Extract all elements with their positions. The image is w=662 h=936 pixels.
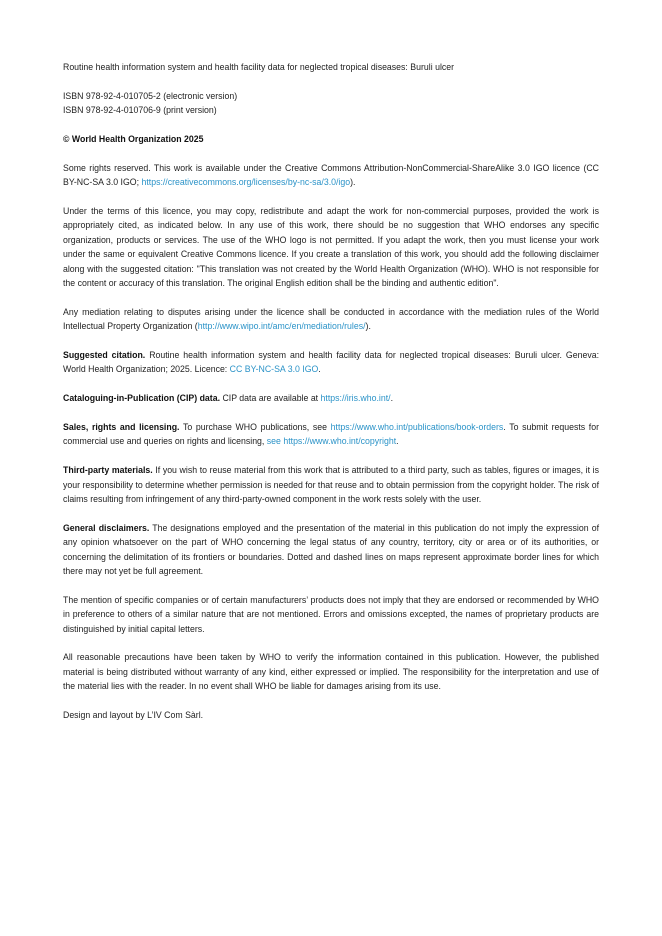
isbn-block (63, 89, 599, 118)
rights-text-end: ). (350, 177, 356, 188)
general-disclaimers-paragraph (63, 521, 599, 579)
precautions-paragraph: All reasonable precautions have been taken by WHO to verify the information contained in this publication. However, the published material is being distributed without warranty of any kind, either expressed or implied. The responsibility for the interpretation and use of the material lies with the reader. In no event shall WHO be liable for damages arising from its use. (63, 652, 599, 692)
design-credit: Design and layout by L’IV Com Sàrl. (63, 710, 204, 721)
sales-heading: Sales, rights and licensing. (63, 422, 180, 433)
isbn-electronic: ISBN 978-92-4-010705-2 (electronic version) (63, 90, 238, 101)
creative-commons-link[interactable]: https://creativecommons.org/licenses/by-nc-sa/3.0/igo (141, 177, 351, 188)
rights-paragraph (63, 161, 599, 190)
citation-text: Routine health information system and health facility data for neglected tropical diseases: Buruli ulcer. Geneva: World Health Organization; 2025. Licence: (63, 350, 600, 375)
mediation-paragraph (63, 305, 599, 334)
cip-paragraph (63, 391, 599, 405)
sales-text-mid: . To submit requests for commercial use and queries on rights and licensing, (63, 422, 599, 447)
third-party-text: If you wish to reuse material from this work that is attributed to a third party, such as tables, figures or images, it is your responsibility to determine whether permission is needed for that reuse and to obtain permission from the copyright holder. The risk of claims resulting from infringement of any third-party-owned component in the work rests solely with the user. (63, 465, 599, 505)
rights-text: Some rights reserved. This work is available under the Creative Commons Attribution-NonCommercial-ShareAlike 3.0 IGO licence (CC BY-NC-SA 3.0 IGO; (63, 162, 599, 188)
cip-heading: Cataloguing-in-Publication (CIP) data. (63, 393, 221, 404)
mediation-text-end: ). (365, 321, 371, 332)
copyright-text: © World Health Organization 2025 (63, 134, 204, 144)
copyright-link[interactable]: see https://www.who.int/copyright (266, 436, 397, 447)
mediation-text: Any mediation relating to disputes arising under the licence shall be conducted in accordance with the mediation rules of the World Intellectual Property Organization ( (63, 306, 599, 332)
third-party-heading: Third-party materials. (63, 465, 153, 476)
third-party-paragraph (63, 463, 599, 506)
citation-paragraph (63, 348, 599, 377)
isbn-print: ISBN 978-92-4-010706-9 (print version) (63, 105, 217, 116)
copyright-page (63, 60, 599, 737)
iris-link[interactable]: https://iris.who.int/ (320, 393, 391, 404)
copyright-notice (63, 132, 599, 146)
citation-text-end: . (318, 364, 321, 375)
general-disclaimers-text: The designations employed and the presentation of the material in this publication do not imply the expression of any opinion whatsoever on the part of WHO concerning the legal status of any country, territory, city or area or of its authorities, or concerning the delimitation of its frontiers or boundaries. Dotted and dashed lines on maps represent approximate border lines for which there may not yet be full agreement. (63, 522, 599, 577)
wipo-link[interactable]: http://www.wipo.int/amc/en/mediation/rules/ (197, 321, 366, 332)
sales-paragraph (63, 420, 599, 449)
citation-heading: Suggested citation. (63, 350, 146, 361)
sales-text: To purchase WHO publications, see (179, 422, 331, 433)
cip-text-end: . (390, 393, 394, 404)
terms-paragraph: Under the terms of this licence, you may copy, redistribute and adapt the work for non-commercial purposes, provided the work is appropriately cited, as indicated below. In any use of this work, there should be no suggestion that WHO endorses any specific organization, products or services. The use of the WHO logo is not permitted. If you adapt the work, then you must license your work under the same or equivalent Creative Commons licence. If you create a translation of this work, you should add the following disclaimer along with the suggested citation: "This translation was not created by the World Health Organization (WHO). WHO is not responsible for the content or accuracy of this translation. The original English edition shall be the binding and authentic edition". (63, 206, 599, 289)
companies-paragraph: The mention of specific companies or of certain manufacturers’ products does not imply that they are endorsed or recommended by WHO in preference to others of a similar nature that are not mentioned. Errors and omissions excepted, the names of proprietary products are distinguished by initial capital letters. (63, 594, 599, 634)
licence-link[interactable]: CC BY-NC-SA 3.0 IGO (229, 364, 319, 375)
general-disclaimers-heading: General disclaimers. (63, 522, 150, 533)
book-orders-link[interactable]: https://www.who.int/publications/book-orders (330, 422, 504, 433)
document-title: Routine health information system and health facility data for neglected tropical diseases: Buruli ulcer (63, 62, 455, 72)
sales-text-end: . (396, 436, 399, 447)
cip-text: CIP data are available at (220, 393, 321, 404)
